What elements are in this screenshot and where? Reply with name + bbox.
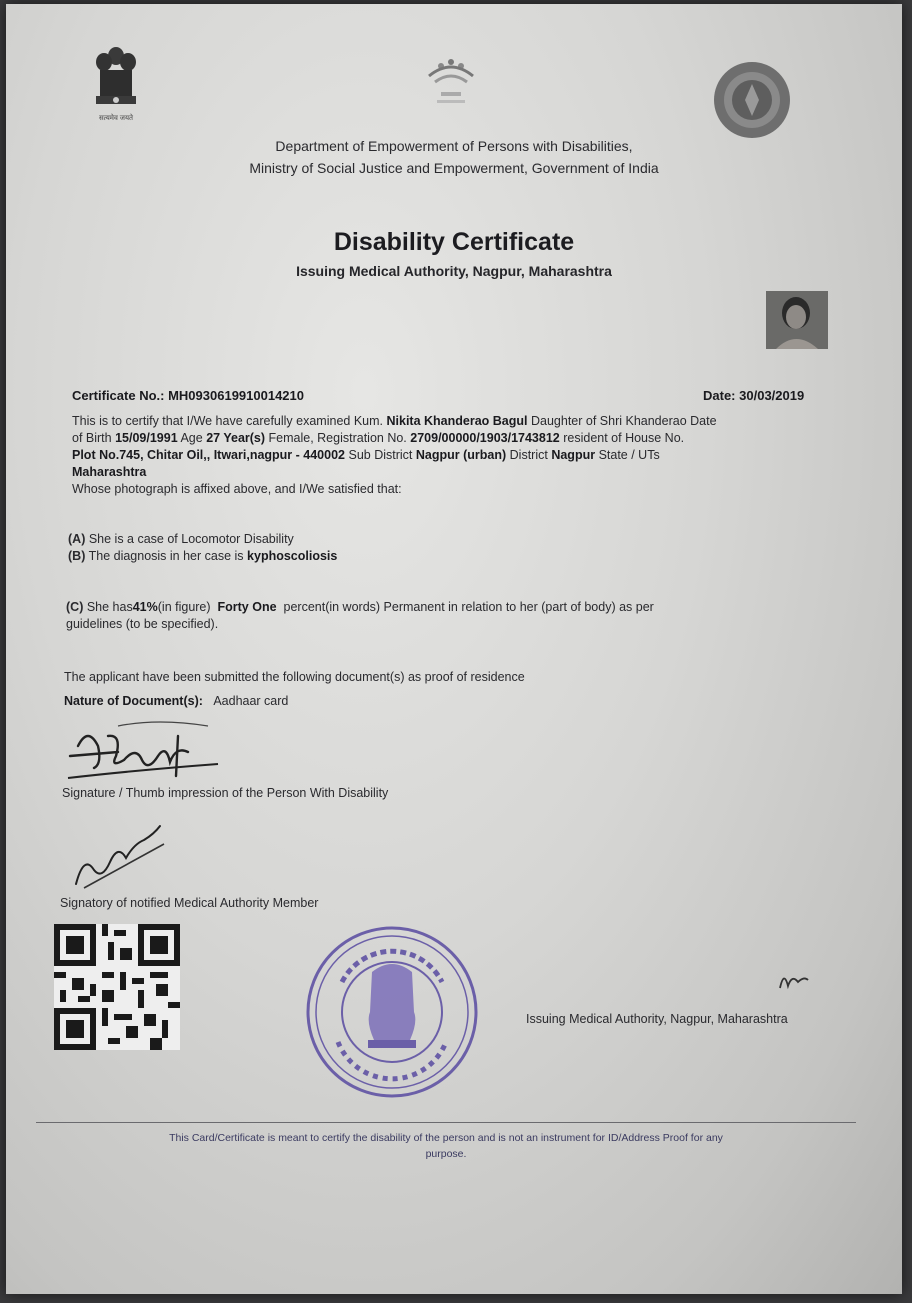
applicant-signature-icon — [58, 716, 238, 788]
accessible-india-logo-icon — [411, 52, 491, 110]
body-text: State / UTs — [598, 448, 660, 462]
body-text: Sub District — [348, 448, 413, 462]
body-text: Daughter of Shri Khanderao Date — [530, 414, 717, 428]
body-line-2 — [72, 431, 684, 445]
document-label: Nature of Document(s): — [64, 694, 203, 708]
issue-date: 30/03/2019 — [739, 388, 805, 403]
document-value: Aadhaar card — [213, 694, 289, 708]
finding-b — [68, 549, 337, 563]
residence-line: The applicant have been submitted the following document(s) as proof of residence — [64, 670, 525, 684]
body-line-1 — [72, 414, 717, 428]
applicant-age: 27 Year(s) — [206, 431, 266, 445]
footer-line-1: This Card/Certificate is meant to certify the disability of the person and is not an instrument for ID/Address Proof for any — [169, 1132, 723, 1144]
applicant-photo — [766, 291, 828, 349]
finding-c-text: percent(in words) Permanent in relation to her (part of body) as per — [283, 600, 654, 614]
applicant-name: Nikita Khanderao Bagul — [386, 414, 528, 428]
finding-b-label: (B) — [68, 549, 86, 563]
issuing-authority: Issuing Medical Authority, Nagpur, Maharashtra — [526, 1012, 788, 1026]
body-line-3 — [72, 448, 660, 462]
finding-c-text: (in figure) — [157, 600, 211, 614]
diagnosis: kyphoscoliosis — [247, 549, 338, 563]
applicant-address: Plot No.745, Chitar Oil,, Itwari,nagpur - 440002 — [72, 448, 345, 462]
district: Nagpur — [551, 448, 596, 462]
satisfied-line: Whose photograph is affixed above, and I/We satisfied that: — [72, 482, 402, 496]
body-text: resident of House No. — [563, 431, 685, 445]
date-row — [703, 388, 804, 403]
state: Maharashtra — [72, 465, 147, 479]
finding-b-text: The diagnosis in her case is — [88, 549, 244, 563]
date-label: Date: — [703, 388, 736, 403]
sub-district: Nagpur (urban) — [415, 448, 507, 462]
footer-line-2: purpose. — [425, 1148, 467, 1160]
certificate-subtitle: Issuing Medical Authority, Nagpur, Maharashtra — [296, 263, 612, 279]
person-signature-label: Signature / Thumb impression of the Person With Disability — [62, 786, 389, 800]
document-row — [64, 694, 288, 708]
qr-code-icon — [54, 924, 180, 1050]
certificate-paper — [6, 4, 902, 1294]
finding-c-text: She has — [86, 600, 133, 614]
official-stamp-icon — [302, 922, 482, 1102]
finding-c-line-2: guidelines (to be specified). — [66, 617, 219, 631]
date-of-birth: 15/09/1991 — [115, 431, 178, 445]
certificate-number-row — [72, 388, 304, 403]
signatory-label: Signatory of notified Medical Authority Member — [60, 896, 319, 910]
finding-c-label: (C) — [66, 600, 84, 614]
finding-a-text: She is a case of Locomotor Disability — [88, 532, 294, 546]
authority-signature-icon — [64, 814, 174, 894]
certificate-number-label: Certificate No.: — [72, 388, 165, 403]
body-text: This is to certify that I/We have carefully examined Kum. — [72, 414, 384, 428]
disability-percent-words: Forty One — [217, 600, 277, 614]
body-text: of Birth — [72, 431, 112, 445]
footer-note — [76, 1130, 816, 1162]
initials-signature-icon — [774, 964, 814, 994]
disability-percent: 41% — [132, 600, 158, 614]
body-text: District — [509, 448, 548, 462]
ministry-line: Ministry of Social Justice and Empowerment, Government of India — [249, 160, 659, 176]
body-text: Age — [180, 431, 203, 445]
registration-number: 2709/00000/1903/1743812 — [410, 431, 560, 445]
finding-a — [68, 532, 294, 546]
certificate-title: Disability Certificate — [333, 228, 575, 256]
footer-divider — [36, 1122, 856, 1123]
certificate-number: MH0930619910014210 — [168, 388, 304, 403]
emblem-caption: सत्यमेव जयते — [98, 115, 134, 122]
body-text: Female, Registration No. — [268, 431, 407, 445]
finding-c — [66, 600, 654, 614]
finding-a-label: (A) — [68, 532, 86, 546]
state-seal-icon — [711, 59, 793, 141]
department-line: Department of Empowerment of Persons with Disabilities, — [275, 138, 633, 154]
